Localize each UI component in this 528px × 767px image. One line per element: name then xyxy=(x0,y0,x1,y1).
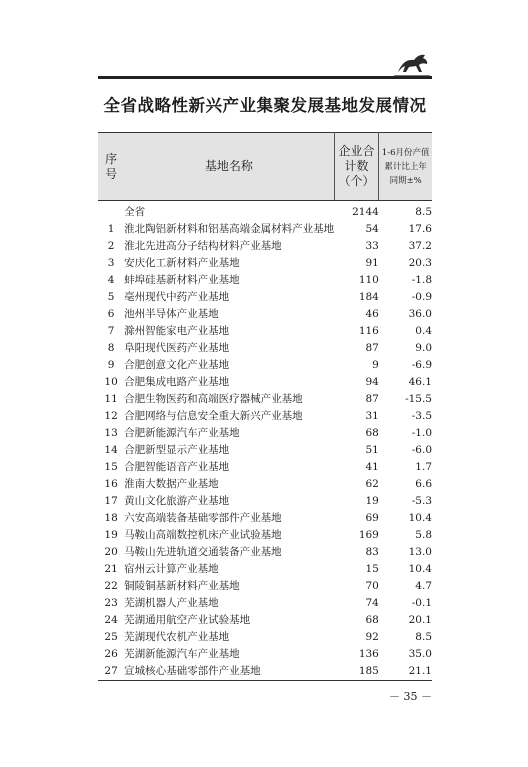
table-row xyxy=(98,408,432,425)
row-number: 26 xyxy=(104,648,118,660)
table-row xyxy=(98,544,432,561)
base-name: 六安高端装备基础零部件产业基地 xyxy=(124,512,282,524)
base-name: 滁州智能家电产业基地 xyxy=(124,325,230,337)
base-name: 合肥创意文化产业基地 xyxy=(124,359,230,371)
output-growth: 35.0 xyxy=(408,648,432,660)
table-row xyxy=(98,663,432,681)
base-name: 合肥网络与信息安全重大新兴产业基地 xyxy=(124,410,303,422)
output-growth: 10.4 xyxy=(408,563,432,575)
output-growth: -6.0 xyxy=(411,444,432,456)
page-title: 全省战略性新兴产业集聚发展基地发展情况 xyxy=(103,96,427,115)
header-name: 基地名称 xyxy=(124,133,334,201)
base-name: 淮南大数据产业基地 xyxy=(124,478,219,490)
table-row xyxy=(98,374,432,391)
base-name: 合肥集成电路产业基地 xyxy=(124,376,230,388)
base-name: 淮北先进高分子结构材料产业基地 xyxy=(124,240,282,252)
row-number: 3 xyxy=(107,257,115,269)
enterprise-count: 185 xyxy=(334,663,379,681)
base-name: 安庆化工新材料产业基地 xyxy=(124,257,240,269)
row-number: 19 xyxy=(104,529,118,541)
enterprise-count: 87 xyxy=(365,393,379,405)
base-name: 合肥智能语音产业基地 xyxy=(124,461,230,473)
enterprise-count: 31 xyxy=(365,410,379,422)
enterprise-count: 19 xyxy=(365,495,379,507)
enterprise-count: 54 xyxy=(365,223,379,235)
output-growth: 46.1 xyxy=(408,376,432,388)
base-name: 合肥新能源汽车产业基地 xyxy=(124,427,240,439)
enterprise-count: 74 xyxy=(365,597,379,609)
row-number: 8 xyxy=(107,342,115,354)
base-name: 蚌埠硅基新材料产业基地 xyxy=(124,274,240,286)
output-growth: -1.8 xyxy=(411,274,432,286)
enterprise-count: 184 xyxy=(358,291,379,303)
row-number: 12 xyxy=(104,410,118,422)
base-name: 马鞍山先进轨道交通装备产业基地 xyxy=(124,546,282,558)
table-row xyxy=(98,306,432,323)
table-row xyxy=(98,221,432,238)
row-number: 10 xyxy=(104,376,118,388)
table-row xyxy=(98,272,432,289)
base-name: 亳州现代中药产业基地 xyxy=(124,291,230,303)
row-number: 11 xyxy=(104,393,118,405)
enterprise-count: 9 xyxy=(372,359,379,371)
table-row xyxy=(98,238,432,255)
table-row xyxy=(98,201,432,222)
output-growth: 17.6 xyxy=(408,223,432,235)
row-number: 24 xyxy=(104,614,118,626)
output-growth: 9.0 xyxy=(415,342,432,354)
output-growth: 6.6 xyxy=(415,478,432,490)
output-growth: -0.1 xyxy=(411,597,432,609)
enterprise-count: 33 xyxy=(365,240,379,252)
table-row xyxy=(98,255,432,272)
table-row xyxy=(98,459,432,476)
base-name: 黄山文化旅游产业基地 xyxy=(124,495,230,507)
table-body xyxy=(98,201,432,681)
output-growth: -0.9 xyxy=(411,291,432,303)
enterprise-count: 15 xyxy=(365,563,379,575)
output-growth: 8.5 xyxy=(415,206,432,218)
output-growth: 0.4 xyxy=(415,325,432,337)
enterprise-count: 70 xyxy=(365,580,379,592)
base-name: 马鞍山高端数控机床产业试验基地 xyxy=(124,529,282,541)
table-row xyxy=(98,527,432,544)
enterprise-count: 92 xyxy=(365,631,379,643)
horse-emblem-icon xyxy=(392,50,432,78)
row-number: 23 xyxy=(104,597,118,609)
base-name: 全省 xyxy=(124,206,146,218)
row-number: 16 xyxy=(104,478,118,490)
table-row xyxy=(98,340,432,357)
row-number: 5 xyxy=(107,291,115,303)
output-growth: 13.0 xyxy=(408,546,432,558)
header-growth: 1-6月份产值累计比上年同期±% xyxy=(379,133,432,201)
table-header-row xyxy=(98,133,432,201)
table-row xyxy=(98,561,432,578)
base-name: 宿州云计算产业基地 xyxy=(124,563,219,575)
enterprise-count: 68 xyxy=(365,427,379,439)
row-number: 20 xyxy=(104,546,118,558)
table-row xyxy=(98,493,432,510)
table-row xyxy=(98,629,432,646)
output-growth: -6.9 xyxy=(411,359,432,371)
row-number: 9 xyxy=(107,359,115,371)
enterprise-count: 2144 xyxy=(352,206,379,218)
enterprise-count: 62 xyxy=(365,478,379,490)
enterprise-count: 83 xyxy=(365,546,379,558)
enterprise-count: 169 xyxy=(358,529,379,541)
table-row xyxy=(98,646,432,663)
table-row xyxy=(98,391,432,408)
table-row xyxy=(98,510,432,527)
table-row xyxy=(98,323,432,340)
output-growth: 37.2 xyxy=(408,240,432,252)
table-row xyxy=(98,578,432,595)
enterprise-count: 46 xyxy=(365,308,379,320)
base-name: 铜陵铜基新材料产业基地 xyxy=(124,580,240,592)
row-number: 13 xyxy=(104,427,118,439)
table-row xyxy=(98,612,432,629)
base-name: 宣城核心基础零部件产业基地 xyxy=(124,663,334,681)
base-stats-table xyxy=(98,132,432,681)
row-number: 6 xyxy=(107,308,115,320)
output-growth: 20.1 xyxy=(408,614,432,626)
base-name: 芜湖通用航空产业试验基地 xyxy=(124,614,251,626)
table-row xyxy=(98,476,432,493)
enterprise-count: 116 xyxy=(358,325,379,337)
enterprise-count: 41 xyxy=(365,461,379,473)
output-growth: 4.7 xyxy=(415,580,432,592)
table-row xyxy=(98,425,432,442)
output-growth: 5.8 xyxy=(415,529,432,541)
base-name: 淮北陶铝新材料和铝基高端金属材料产业基地 xyxy=(124,223,335,235)
enterprise-count: 94 xyxy=(365,376,379,388)
base-name: 阜阳现代医药产业基地 xyxy=(124,342,230,354)
enterprise-count: 68 xyxy=(365,614,379,626)
enterprise-count: 69 xyxy=(365,512,379,524)
output-growth: 36.0 xyxy=(408,308,432,320)
base-name: 芜湖现代农机产业基地 xyxy=(124,631,230,643)
output-growth: 20.3 xyxy=(408,257,432,269)
output-growth: -5.3 xyxy=(411,495,432,507)
row-number: 1 xyxy=(107,223,115,235)
enterprise-count: 87 xyxy=(365,342,379,354)
output-growth: 1.7 xyxy=(415,461,432,473)
row-number: 21 xyxy=(104,563,118,575)
row-number: 15 xyxy=(104,461,118,473)
output-growth: 8.5 xyxy=(415,631,432,643)
table-row xyxy=(98,442,432,459)
base-name: 芜湖新能源汽车产业基地 xyxy=(124,648,240,660)
base-name: 合肥新型显示产业基地 xyxy=(124,444,230,456)
output-growth: -1.0 xyxy=(411,427,432,439)
base-name: 芜湖机器人产业基地 xyxy=(124,597,219,609)
table-row xyxy=(98,357,432,374)
header-count: 企业合计数（个） xyxy=(334,133,379,201)
output-growth: -3.5 xyxy=(411,410,432,422)
row-number: 4 xyxy=(107,274,115,286)
row-number: 22 xyxy=(104,580,118,592)
row-number: 25 xyxy=(104,631,118,643)
row-number: 17 xyxy=(104,495,118,507)
row-number: 2 xyxy=(107,240,115,252)
output-growth: -15.5 xyxy=(405,393,432,405)
enterprise-count: 91 xyxy=(365,257,379,269)
row-number: 7 xyxy=(107,325,115,337)
header-rule xyxy=(98,76,432,79)
table-row xyxy=(98,595,432,612)
row-number xyxy=(98,201,124,222)
base-name: 池州半导体产业基地 xyxy=(124,308,219,320)
output-growth: 21.1 xyxy=(379,663,432,681)
enterprise-count: 136 xyxy=(358,648,379,660)
row-number: 14 xyxy=(104,444,118,456)
enterprise-count: 110 xyxy=(358,274,379,286)
row-number: 18 xyxy=(104,512,118,524)
header-no: 序号 xyxy=(98,133,124,201)
row-number: 27 xyxy=(98,663,124,681)
base-name: 合肥生物医药和高端医疗器械产业基地 xyxy=(124,393,303,405)
output-growth: 10.4 xyxy=(408,512,432,524)
page-number: － 35 － xyxy=(389,690,432,703)
enterprise-count: 51 xyxy=(365,444,379,456)
table-row xyxy=(98,289,432,306)
